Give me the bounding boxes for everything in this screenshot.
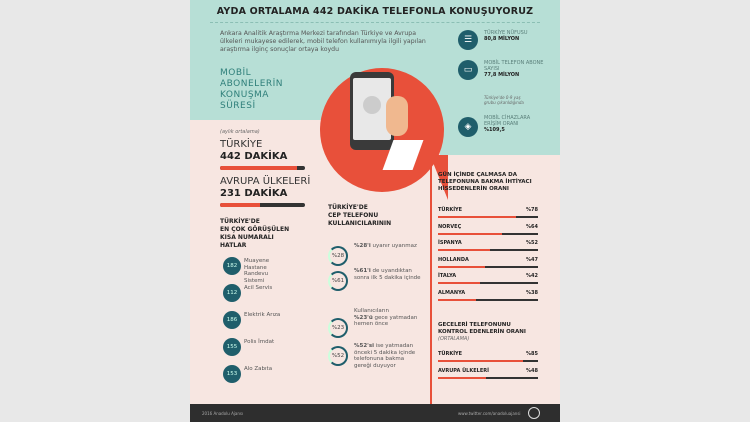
short-number-badge: 155 xyxy=(223,338,241,356)
phone-icon: ▭ xyxy=(458,60,478,80)
mobile-signal-icon: ◈ xyxy=(458,117,478,137)
user-stat-bold: %61'i xyxy=(354,268,371,274)
need-row xyxy=(438,290,538,296)
short-numbers-title xyxy=(220,218,289,250)
short-number-label: Acil Servis xyxy=(244,285,273,291)
title-line: CEP TELEFONU xyxy=(328,212,379,219)
row-value: %78 xyxy=(526,207,538,213)
user-stat-desc: de uyandıktan sonra ilk 5 dakika içinde xyxy=(354,268,421,281)
stat-label: MOBİL CİHAZLARA ERİŞİM ORANI xyxy=(484,115,531,127)
title-line: HİSSEDENLERİN ORANI xyxy=(438,186,509,192)
duration-bar xyxy=(220,203,305,207)
row-value: %52 xyxy=(526,240,538,246)
short-number-label: Elektrik Arıza xyxy=(244,312,281,318)
night-title xyxy=(438,322,553,343)
title-line: TELEFONUNA BAKMA İHTİYACI xyxy=(438,179,532,185)
duration-note: (aylık ortalama) xyxy=(220,129,260,135)
divider xyxy=(210,22,540,23)
row-value: %64 xyxy=(526,223,538,230)
title-line: TÜRKİYE'DE xyxy=(220,218,260,225)
short-number-label: Alo Zabıta xyxy=(244,366,273,372)
duration-label: TÜRKİYE xyxy=(220,139,263,150)
row-value: %42 xyxy=(526,273,538,279)
stat-label: TÜRKİYE NÜFUSU xyxy=(484,30,528,36)
percent-ring: %52 xyxy=(328,346,348,366)
row-label: ALMANYA xyxy=(438,289,466,296)
user-stat-text xyxy=(354,243,422,250)
intro-text: Ankara Analitik Araştırma Merkezi tarafından Türkiye ve Avrupa ülkeleri mukayese edilerek, mobil telefon kullanımıyla ilgili yapılan araştırma ilginç sonuçlar ortaya koydu xyxy=(220,30,426,53)
row-label: HOLLANDA xyxy=(438,256,469,263)
row-label: NORVEÇ xyxy=(438,223,462,230)
title-line: GECELERİ TELEFONUNU xyxy=(438,322,511,328)
title-line: TÜRKİYE'DE xyxy=(328,204,368,211)
title-line: KISA NUMARALI xyxy=(220,234,274,241)
user-stat-bold: %28'i xyxy=(354,243,371,249)
duration-bar xyxy=(220,166,305,170)
stat-value: 77,8 MİLYON xyxy=(484,72,520,78)
short-number-badge: 112 xyxy=(223,284,241,302)
stat-label: MOBİL TELEFON ABONE SAYISI xyxy=(484,60,544,72)
stat-note: Türkiye'de 0-9 yaş grubu çıkarıldığında xyxy=(484,95,524,105)
row-value: %38 xyxy=(526,289,538,296)
need-row xyxy=(438,207,538,213)
title-line: EN ÇOK GÖRÜŞÜLEN xyxy=(220,226,290,233)
user-stat-text xyxy=(354,343,422,369)
footer-copyright: 2016 Anadolu Ajansı xyxy=(202,411,244,416)
night-bar xyxy=(438,377,538,379)
user-stat-desc: gece yatmadan hemen önce xyxy=(354,314,418,327)
night-bar xyxy=(438,360,538,362)
section-title xyxy=(220,68,283,112)
infographic xyxy=(190,0,560,422)
logo-icon xyxy=(528,407,540,419)
need-row xyxy=(438,257,538,263)
row-value: %48 xyxy=(526,367,538,374)
need-row xyxy=(438,224,538,230)
short-number-label: Polis İmdat xyxy=(244,339,275,345)
user-stat-text xyxy=(354,268,422,281)
percent-ring: %28 xyxy=(328,246,348,266)
need-row xyxy=(438,273,538,279)
title-line: HATLAR xyxy=(220,242,247,249)
night-row xyxy=(438,368,538,374)
need-bar xyxy=(438,299,538,301)
need-row xyxy=(438,240,538,246)
title-line: ABONELERİN xyxy=(220,79,284,89)
stat-value: 80,8 MİLYON xyxy=(484,36,520,42)
percent-ring: %61 xyxy=(328,271,348,291)
need-title xyxy=(438,172,553,193)
need-bar xyxy=(438,266,538,268)
user-stat-bold: %23'ü xyxy=(354,314,373,321)
footer-link[interactable]: www.twitter.com/anadoluajansi xyxy=(458,411,521,416)
user-stat-bold: %52'si xyxy=(354,343,375,349)
need-bar xyxy=(438,249,538,251)
hand-icon xyxy=(386,96,408,136)
row-label: AVRUPA ÜLKELERİ xyxy=(438,367,489,374)
user-stat-text xyxy=(354,308,422,328)
need-bar xyxy=(438,282,538,284)
user-stat-desc: ise yatmadan önceki 5 dakika içinde telefonuna bakma gereği duyuyor xyxy=(354,343,416,369)
row-label: İTALYA xyxy=(438,273,457,279)
title-line: KONTROL EDENLERİN ORANI xyxy=(438,329,526,335)
title-line: KULLANICILARININ xyxy=(328,220,392,227)
short-number-badge: 182 xyxy=(223,257,241,275)
footer xyxy=(190,404,560,422)
row-value: %47 xyxy=(526,256,538,263)
user-stat-desc: uyanır uyanmaz xyxy=(372,243,417,249)
title-line: MOBİL xyxy=(220,68,252,78)
page-title: AYDA ORTALAMA 442 DAKİKA TELEFONLA KONUŞUYORUZ xyxy=(216,6,534,17)
night-row xyxy=(438,351,538,357)
stat-value: %109,5 xyxy=(484,127,505,133)
short-number-label: Muayene Hastane Randevu Sistemi xyxy=(244,258,270,284)
user-stat-pre: Kullanıcıların xyxy=(354,308,389,314)
title-line: GÜN İÇİNDE ÇALMASA DA xyxy=(438,172,517,178)
night-subtitle: (ORTALAMA) xyxy=(438,336,470,342)
row-label: TÜRKİYE xyxy=(438,351,463,357)
duration-label: AVRUPA ÜLKELERİ xyxy=(220,176,311,187)
title-line: KONUŞMA xyxy=(220,90,269,100)
short-number-badge: 153 xyxy=(223,365,241,383)
duration-value: 442 DAKİKA xyxy=(220,151,288,162)
need-bar xyxy=(438,216,538,218)
title-line: SÜRESİ xyxy=(220,101,256,111)
need-bar xyxy=(438,233,538,235)
row-label: İSPANYA xyxy=(438,240,462,246)
short-number-badge: 186 xyxy=(223,311,241,329)
percent-ring: %23 xyxy=(328,318,348,338)
people-icon: ☰ xyxy=(458,30,478,50)
divider xyxy=(430,155,432,405)
users-title xyxy=(328,204,418,228)
row-value: %85 xyxy=(526,351,538,357)
row-label: TÜRKİYE xyxy=(438,207,463,213)
duration-value: 231 DAKİKA xyxy=(220,188,288,199)
